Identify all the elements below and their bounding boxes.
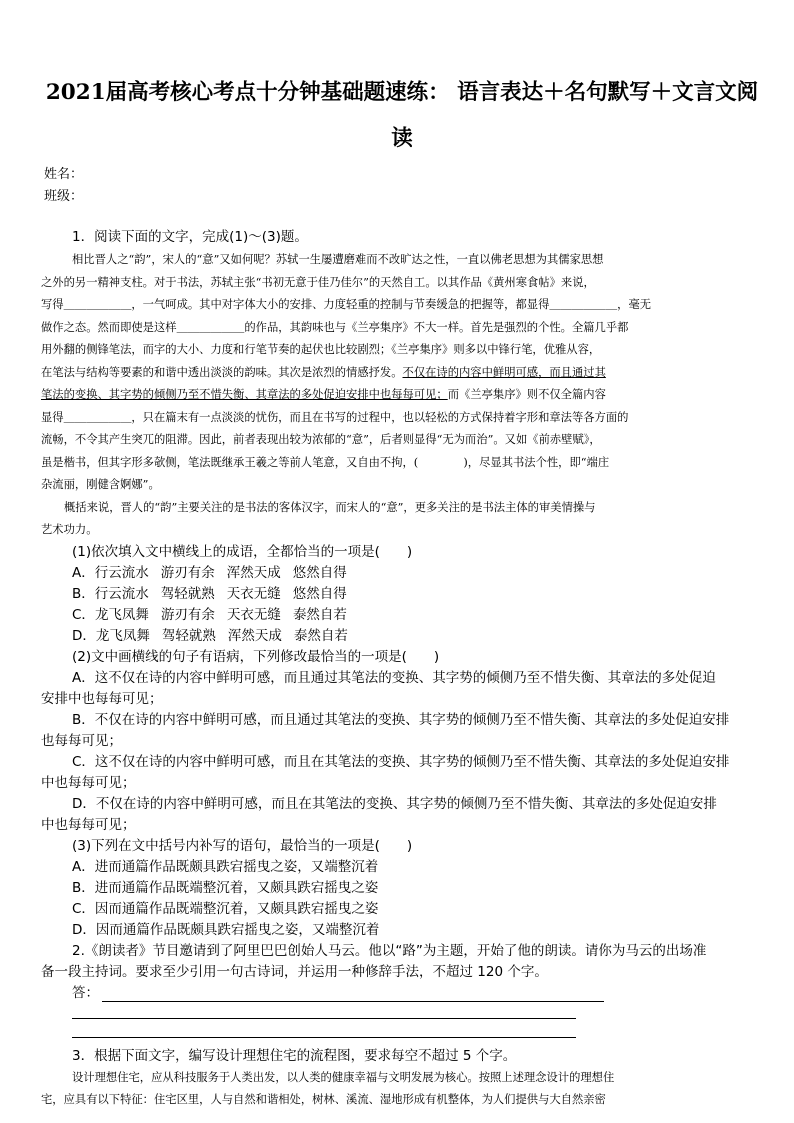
passage-line: 相比晋人之“韵”，宋人的“意”又如何呢？苏轼一生屡遭磨难而不改旷达之性，一直以佛老思想为其儒家思想 bbox=[72, 253, 604, 266]
passage-text: 在笔法与结构等要素的和谐中透出淡淡的韵味。其次是浓烈的情感抒发。 bbox=[41, 365, 403, 379]
sub1-stem: (1)依次填入文中横线上的成语，全都恰当的一项是( ) bbox=[72, 543, 413, 560]
q3 bbox=[41, 1046, 752, 1112]
answer-line[interactable] bbox=[72, 1037, 576, 1038]
class-label: 班级： bbox=[44, 189, 84, 204]
option-text: B．不仅在诗的内容中鲜明可感，而且通过其笔法的变换、其字势的倾侧乃至不惜失衡、其章法的多处促迫安排 bbox=[72, 711, 730, 728]
idiom: 泰然自若 bbox=[293, 627, 348, 644]
answer-label: 答： bbox=[72, 984, 99, 1001]
idiom: 天衣无缝 bbox=[226, 585, 281, 602]
sub3-option-d[interactable]: D．因而通篇作品既颇具跌宕摇曳之姿，又端整沉着 bbox=[72, 921, 380, 938]
passage-line: 做作之态。然而即使是这样＿＿＿＿＿＿的作品，其韵味也与《兰亭集序》不大一样。首先是强烈的个性。全篇几乎都 bbox=[41, 320, 629, 334]
passage-line bbox=[41, 384, 752, 407]
passage-line: 写得＿＿＿＿＿＿，一气呵成。其中对字体大小的安排、力度轻重的控制与节奏缓急的把握等，都显得＿＿＿＿＿＿，毫无 bbox=[41, 298, 652, 311]
idiom: 游刃有余 bbox=[160, 564, 215, 581]
q1-stem: 1．阅读下面的文字，完成(1)～(3)题。 bbox=[72, 229, 308, 245]
q3-passage bbox=[41, 1067, 752, 1112]
option-label: B． bbox=[72, 585, 95, 602]
idiom: 龙飞凤舞 bbox=[94, 606, 149, 623]
passage-line: 流畅，不令其产生突兀的阻滞。因此，前者表现出较为浓郁的“意”，后者则显得“无为而治”。又如《前赤壁赋》， bbox=[41, 433, 601, 446]
q1-sub1 bbox=[72, 542, 752, 647]
sub2-stem: (2)文中画横线的句子有语病，下列修改最恰当的一项是( ) bbox=[72, 648, 440, 665]
sub1-option-b[interactable] bbox=[72, 584, 752, 605]
sub1-option-a[interactable] bbox=[72, 563, 752, 584]
page-title bbox=[44, 70, 760, 162]
q2-line: 备一段主持词。要求至少引用一句古诗词，并运用一种修辞手法，不超过 120 个字。 bbox=[41, 963, 548, 980]
sub3-option-a[interactable]: A．进而通篇作品既颇具跌宕摇曳之姿，又端整沉着 bbox=[72, 858, 379, 875]
q3-stem: 3．根据下面文字，编写设计理想住宅的流程图，要求每空不超过 5 个字。 bbox=[72, 1047, 517, 1064]
sub3-option-c[interactable]: C．因而通篇作品既端整沉着，又颇具跌宕摇曳之姿 bbox=[72, 900, 379, 917]
answer-line[interactable] bbox=[72, 1018, 576, 1019]
passage-line: 用外翻的侧锋笔法，而字的大小、力度和行笔节奏的起伏也比较剧烈；《兰亭集序》则多以中锋行笔，优雅从容， bbox=[41, 343, 601, 356]
idiom: 行云流水 bbox=[94, 564, 149, 581]
sub3-stem: (3)下列在文中括号内补写的语句，最恰当的一项是( ) bbox=[72, 837, 413, 854]
idiom: 悠然自得 bbox=[292, 585, 347, 602]
idiom: 游刃有余 bbox=[160, 606, 215, 623]
q2-answer-row bbox=[72, 1025, 752, 1046]
option-text: 中也每每可见； bbox=[41, 774, 136, 791]
option-label: D． bbox=[72, 627, 96, 644]
idiom: 浑然天成 bbox=[227, 627, 282, 644]
q1-passage bbox=[41, 249, 752, 542]
option-label: A． bbox=[72, 564, 95, 581]
passage-line: 设计理想住宅，应从科技服务于人类出发，以人类的健康幸福与文明发展为核心。按照上述理念设计的理想住 bbox=[72, 1070, 615, 1084]
passage-line bbox=[41, 362, 752, 385]
student-info bbox=[44, 164, 83, 208]
idiom: 行云流水 bbox=[94, 585, 149, 602]
q1-sub3 bbox=[72, 836, 752, 941]
underlined-sentence: 不仅在诗的内容中鲜明可感，而且通过其 bbox=[402, 365, 606, 379]
underlined-sentence: 笔法的变换、其字势的倾侧乃至不惜失衡、其章法的多处促迫安排中也每每可见； bbox=[41, 388, 448, 401]
passage-line: 之外的另一精神支柱。对于书法，苏轼主张“书初无意于佳乃佳尔”的天然自工。以其作品《黄州寒食帖》来说， bbox=[41, 275, 595, 289]
option-text: 也每每可见； bbox=[41, 732, 122, 749]
title-line-2: 读 bbox=[391, 126, 413, 151]
idiom: 天衣无缝 bbox=[226, 606, 281, 623]
idiom: 驾轻就熟 bbox=[160, 585, 215, 602]
option-text: 安排中也每每可见； bbox=[41, 690, 163, 707]
idiom: 悠然自得 bbox=[292, 564, 347, 581]
q2 bbox=[41, 941, 752, 1046]
passage-line: 虽是楷书，但其字形多欹侧，笔法既继承王羲之等前人笔意，又自由不拘，( )，尽显其书法个性，即“端庄 bbox=[41, 455, 610, 469]
sub1-option-d[interactable] bbox=[72, 626, 752, 647]
questions bbox=[41, 227, 752, 1112]
sub2-option-d[interactable] bbox=[41, 794, 752, 836]
idiom: 泰然自若 bbox=[292, 606, 347, 623]
option-text: C．这不仅在诗的内容中鲜明可感，而且在其笔法的变换、其字势的倾侧乃至不惜失衡、其章法的多处促迫安排 bbox=[72, 753, 730, 770]
passage-line: 概括来说，晋人的“韵”主要关注的是书法的客体汉字，而宋人的“意”，更多关注的是书法主体的审美情操与 bbox=[64, 500, 596, 514]
sub1-option-c[interactable] bbox=[72, 605, 752, 626]
q2-answer-row bbox=[72, 1004, 752, 1025]
idiom: 龙飞凤舞 bbox=[95, 627, 150, 644]
passage-line: 艺术功力。 bbox=[41, 523, 98, 536]
option-text: D．不仅在诗的内容中鲜明可感，而且在其笔法的变换、其字势的倾侧乃至不惜失衡、其章法的多处促迫安排 bbox=[72, 795, 717, 812]
idiom: 浑然天成 bbox=[226, 564, 281, 581]
passage-line: 显得＿＿＿＿＿＿，只在篇末有一点淡淡的忧伤，而且在书写的过程中，也以轻松的方式保持着字形和章法等各方面的 bbox=[41, 410, 629, 424]
q1-sub2 bbox=[41, 647, 752, 836]
option-label: C． bbox=[72, 606, 95, 623]
sub3-option-b[interactable]: B．进而通篇作品既端整沉着，又颇具跌宕摇曳之姿 bbox=[72, 879, 379, 896]
passage-text: 而《兰亭集序》则不仅全篇内容 bbox=[447, 388, 606, 401]
sub2-option-c[interactable] bbox=[41, 752, 752, 794]
name-label: 姓名： bbox=[44, 167, 84, 182]
option-text: A．这不仅在诗的内容中鲜明可感，而且通过其笔法的变换、其字势的倾侧乃至不惜失衡、其章法的多处促迫 bbox=[72, 669, 716, 686]
q2-line: 2.《朗读者》节目邀请到了阿里巴巴创始人马云。他以“路”为主题，开始了他的朗读。请你为马云的出场准 bbox=[72, 942, 707, 959]
option-text: 中也每每可见； bbox=[41, 816, 136, 833]
idiom: 驾轻就熟 bbox=[161, 627, 216, 644]
sub2-option-a[interactable] bbox=[41, 668, 752, 710]
passage-line: 杂流丽，刚健含婀娜”。 bbox=[41, 478, 160, 491]
sub2-option-b[interactable] bbox=[41, 710, 752, 752]
title-line-1: 2021届高考核心考点十分钟基础题速练： 语言表达＋名句默写＋文言文阅 bbox=[45, 80, 759, 105]
passage-line: 宅，应具有以下特征：住宅区里，人与自然和谐相处，树林、溪流、湿地形成有机整体，为人们提供与大自然亲密 bbox=[41, 1093, 606, 1106]
q2-answer-row bbox=[72, 983, 752, 1004]
answer-line[interactable] bbox=[102, 1001, 604, 1002]
